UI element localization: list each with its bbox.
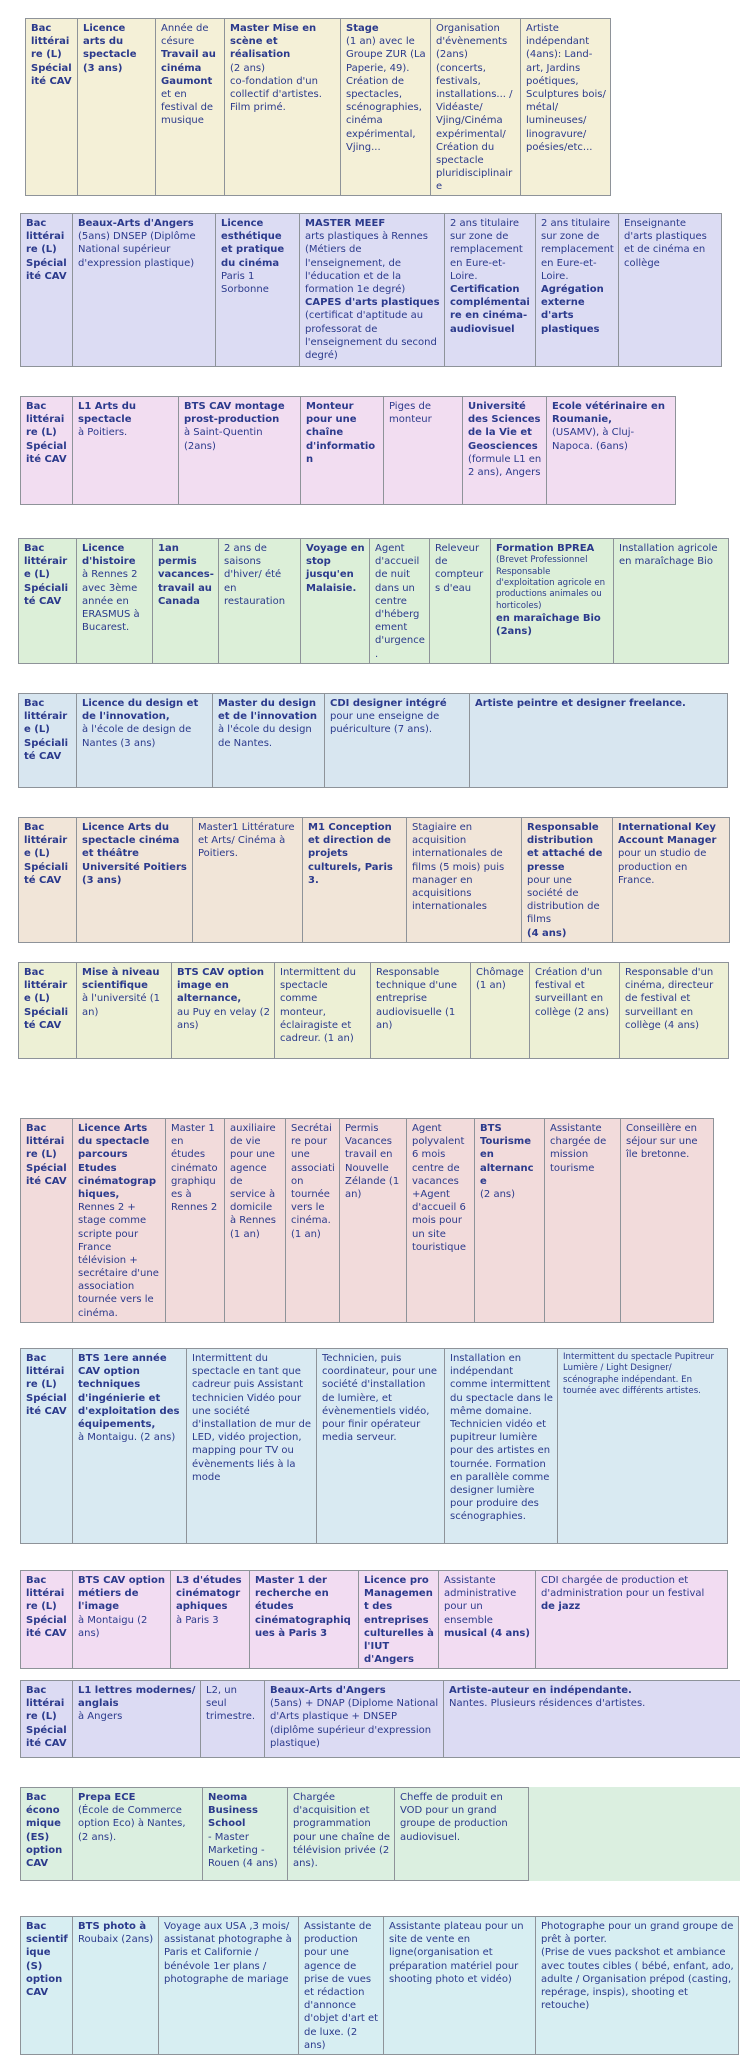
step-text: pour une enseigne de puériculture (7 ans). — [330, 710, 465, 736]
step-text: 2 ans de saisons d'hiver/ été en restauration — [224, 542, 296, 608]
step-cell-4 — [470, 694, 728, 788]
step-text: Chômage (1 an) — [476, 966, 525, 992]
step-cell-7 — [620, 963, 729, 1059]
step-text: Voyage aux USA ,3 mois/ assistanat photographe à Paris et Californie / bénévole 1er plans / photographe de mariage — [164, 1920, 294, 1986]
step-text: CDI chargée de production et d'administration pour un festival — [541, 1574, 723, 1600]
step-text: Paris 1 Sorbonne — [221, 270, 295, 296]
step-highlight: Licence Arts du spectacle parcours Etudes cinématographiques, — [78, 1122, 161, 1201]
step-cell-3 — [299, 1917, 384, 2055]
step-cell-4 — [359, 1571, 439, 1669]
step-text: à Rennes 2 avec 3ème année en ERASMUS à Bucarest. — [82, 568, 148, 634]
step-highlight: Licence d'histoire — [82, 542, 148, 568]
step-cell-4 — [445, 214, 536, 367]
step-text: au Puy en velay (2 ans) — [177, 1006, 270, 1032]
step-highlight: (4 ans) — [527, 927, 608, 940]
step-cell-4 — [444, 1681, 740, 1758]
step-cell-3 — [250, 1571, 359, 1669]
step-cell-3 — [225, 19, 341, 196]
step-cell-3 — [300, 214, 445, 367]
step-text: (1 an) avec le Groupe ZUR (La Paperie, 49). Création de spectacles, scénographies, cinéma expérimental, Vjing... — [346, 35, 426, 154]
bac-cell — [19, 694, 77, 788]
step-cell-3 — [325, 694, 470, 788]
step-cell-3 — [288, 1788, 395, 1881]
step-cell-2 — [187, 1349, 317, 1544]
step-text: Assistante administrative pour un ensemble — [444, 1574, 531, 1627]
step-cell-1 — [78, 19, 156, 196]
step-text: et en festival de musique — [161, 88, 220, 128]
step-text: (École de Commerce option Eco) à Nantes, (2 ans). — [78, 1804, 198, 1844]
step-highlight: L3 d'études cinématographiques — [176, 1574, 245, 1614]
step-highlight: Bac littéraire (L) Spécialité CAV — [26, 400, 68, 466]
step-cell-1 — [77, 539, 153, 664]
step-text: Responsable technique d'une entreprise audiovisuelle (1 an) — [376, 966, 466, 1032]
step-cell-2 — [193, 818, 303, 943]
step-cell-4 — [371, 963, 471, 1059]
step-cell-7 — [491, 539, 614, 664]
step-cell-4 — [286, 1119, 340, 1323]
step-text: Permis Vacances travail en Nouvelle Zélande (1 an) — [345, 1122, 402, 1201]
step-text: pour un studio de production en France. — [618, 847, 725, 887]
step-highlight: M1 Conception et direction de projets culturels, Paris 3. — [308, 821, 402, 887]
step-cell-6 — [521, 19, 611, 196]
step-cell-2 — [171, 1571, 250, 1669]
step-cell-2 — [213, 694, 325, 788]
career-path-row-9 — [20, 1348, 728, 1544]
step-highlight: Beaux-Arts d'Angers — [270, 1684, 439, 1697]
step-highlight: Beaux-Arts d'Angers — [78, 217, 211, 230]
step-highlight: Travail au cinéma Gaumont — [161, 48, 220, 88]
step-highlight: musical (4 ans) — [444, 1627, 531, 1640]
bac-cell — [21, 1119, 73, 1323]
step-highlight: Master Mise en scène et réalisation — [230, 22, 336, 62]
step-text: Enseignante d'arts plastiques et de cinéma en collège — [624, 217, 717, 270]
step-highlight: Ecole vétérinaire en Roumanie, — [552, 400, 671, 426]
step-cell-3 — [317, 1349, 445, 1544]
step-cell-6 — [407, 1119, 475, 1323]
step-text: (certificat d'aptitude au professorat de l'enseignement du second degré) — [305, 309, 440, 362]
step-cell-6 — [536, 1571, 728, 1669]
step-highlight: Certification complémentaire en cinéma-audiovisuel — [450, 283, 531, 336]
step-highlight: Artiste-auteur en indépendante. — [449, 1684, 739, 1697]
step-cell-4 — [341, 19, 431, 196]
step-cell-5 — [558, 1349, 728, 1544]
career-path-row-4 — [18, 538, 729, 664]
step-cell-4 — [395, 1788, 529, 1881]
bac-cell — [21, 397, 73, 505]
step-text: co-fondation d'un collectif d'artistes. Film primé. — [230, 75, 336, 115]
step-text: Assistante chargée de mission tourisme — [550, 1122, 616, 1175]
step-highlight: CAPES d'arts plastiques — [305, 296, 440, 309]
step-text: Agent polyvalent 6 mois centre de vacances +Agent d'accueil 6 mois pour un site touristique — [412, 1122, 470, 1254]
step-text: à Montaigu. (2 ans) — [78, 1431, 182, 1444]
bac-cell — [21, 1571, 73, 1669]
step-highlight: Bac littéraire (L) Spécialité CAV — [24, 542, 72, 608]
step-highlight: Prepa ECE — [78, 1791, 198, 1804]
step-highlight: en maraîchage Bio (2ans) — [496, 612, 609, 638]
step-highlight: L1 lettres modernes/ anglais — [78, 1684, 196, 1710]
career-path-row-10 — [20, 1570, 728, 1669]
step-text: 2 ans titulaire sur zone de remplacement en Eure-et-Loire. — [450, 217, 531, 283]
step-highlight: BTS CAV option métiers de l'image — [78, 1574, 166, 1614]
step-cell-2 — [203, 1788, 288, 1881]
step-cell-2 — [172, 963, 275, 1059]
step-highlight: Formation BPREA — [496, 542, 609, 555]
step-cell-8 — [614, 539, 729, 664]
step-text: Cheffe de produit en VOD pour un grand groupe de production audiovisuel. — [400, 1791, 524, 1844]
step-highlight: Neoma Business School — [208, 1791, 283, 1831]
step-cell-7 — [475, 1119, 545, 1323]
step-cell-1 — [73, 214, 216, 367]
career-path-row-11 — [20, 1680, 740, 1758]
step-text: à Paris 3 — [176, 1614, 245, 1627]
step-cell-5 — [463, 397, 547, 505]
step-text: à Montaigu (2 ans) — [78, 1614, 166, 1640]
bac-cell — [21, 1349, 73, 1544]
step-highlight: Bac littéraire (L) Spécialité CAV — [26, 1122, 68, 1188]
step-text: Releveur de compteurs d'eau — [435, 542, 486, 595]
step-highlight: Voyage en stop jusqu'en Malaisie. — [306, 542, 365, 595]
step-text: (Prise de vues packshot et ambiance avec toutes cibles ( bébé, enfant, ado, adulte / Organisation prépod (casting, repérage, inspis), shooting et retouche) — [541, 1946, 734, 2012]
step-highlight: Bac littéraire (L) Spécialité CAV — [24, 821, 72, 887]
step-cell-4 — [384, 397, 463, 505]
step-cell-2 — [201, 1681, 265, 1758]
step-cell-4 — [445, 1349, 558, 1544]
step-text: Rennes 2 + stage comme scripte pour France télévision + secrétaire d'une association tournée vers le cinéma. — [78, 1201, 161, 1320]
step-text: Intermittent du spectacle Pupitreur Lumière / Light Designer/ scénographe indépendant. En tournée avec différents artistes. — [563, 1352, 723, 1397]
step-highlight: Bac littéraire (L) Spécialité CAV — [26, 1352, 68, 1418]
step-highlight: MASTER MEEF — [305, 217, 440, 230]
career-path-row-3 — [20, 396, 676, 505]
step-highlight: BTS 1ere année CAV option techniques d'ingénierie et d'exploitation des équipements, — [78, 1352, 182, 1431]
step-text: Agent d'accueil de nuit dans un centre d'hébergement d'urgence. — [375, 542, 425, 661]
step-text: (Brevet Professionnel Responsable d'exploitation agricole en productions animales ou horticoles) — [496, 555, 609, 612]
step-text: Installation en indépendant comme intermittent du spectacle dans le même domaine. Technicien vidéo et pupitreur lumière pour des artistes en tournée. Formation en parallèle comme designer lumière pour produire des scénographies. — [450, 1352, 553, 1523]
step-text: Création d'un festival et surveillant en collège (2 ans) — [535, 966, 615, 1019]
step-text: Master 1 en études cinématographiques à Rennes 2 — [171, 1122, 220, 1214]
step-highlight: BTS photo à — [78, 1920, 154, 1933]
step-cell-2 — [166, 1119, 225, 1323]
step-cell-4 — [301, 539, 370, 664]
step-text: arts plastiques à Rennes (Métiers de l'enseignement, de l'éducation et de la formation 1e degré) — [305, 230, 440, 296]
step-text: Année de césure — [161, 22, 220, 48]
step-text: Secrétaire pour une association tournée vers le cinéma. (1 an) — [291, 1122, 335, 1241]
step-cell-5 — [471, 963, 530, 1059]
step-cell-6 — [547, 397, 676, 505]
step-highlight: Université des Sciences de la Vie et Geosciences — [468, 400, 542, 453]
step-text: Conseillère en séjour sur une île bretonne. — [626, 1122, 709, 1162]
step-highlight: 1an permis vacances-travail au Canada — [158, 542, 214, 608]
bac-cell — [19, 539, 77, 664]
bac-cell — [26, 19, 78, 196]
step-cell-6 — [613, 818, 730, 943]
step-highlight: Master du design et de l'innovation — [218, 697, 320, 723]
step-highlight: Bac littéraire (L) Spécialité CAV — [26, 1574, 68, 1640]
step-highlight: Bac économique (ES) option CAV — [26, 1791, 68, 1870]
step-text: à Saint-Quentin (2ans) — [184, 426, 296, 452]
step-highlight: Stage — [346, 22, 426, 35]
step-cell-1 — [73, 1119, 166, 1323]
step-cell-3 — [225, 1119, 286, 1323]
step-text: (2 ans) — [230, 62, 336, 75]
step-highlight: Bac littéraire (L) Spécialité CAV — [31, 22, 73, 88]
step-highlight: Bac scientifique (S) option CAV — [26, 1920, 68, 1999]
bac-cell — [19, 818, 77, 943]
step-highlight: CDI designer intégré — [330, 697, 465, 710]
step-text: Roubaix (2ans) — [78, 1933, 154, 1946]
step-cell-5 — [439, 1571, 536, 1669]
step-cell-5 — [536, 214, 619, 367]
step-cell-1 — [73, 1788, 203, 1881]
step-cell-2 — [179, 397, 301, 505]
step-highlight: Licence pro Management des entreprises culturelles à l'IUT d'Angers — [364, 1574, 434, 1666]
step-text: L2, un seul trimestre. — [206, 1684, 260, 1724]
career-path-row-6 — [18, 817, 730, 943]
step-cell-6 — [619, 214, 722, 367]
step-cell-3 — [303, 818, 407, 943]
step-text: Photographe pour un grand groupe de prêt à porter. — [541, 1920, 734, 1946]
step-cell-6 — [430, 539, 491, 664]
step-text: 2 ans titulaire sur zone de remplacement en Eure-et-Loire. — [541, 217, 614, 283]
step-cell-1 — [73, 1917, 159, 2055]
step-text: pour une société de distribution de films — [527, 874, 608, 927]
step-highlight: Bac littéraire (L) Spécialité CAV — [24, 966, 72, 1032]
step-highlight: Bac littéraire (L) Spécialité CAV — [26, 217, 68, 283]
step-text: (USAMV), à Cluj-Napoca. (6ans) — [552, 426, 671, 452]
step-text: Nantes. Plusieurs résidences d'artistes. — [449, 1697, 739, 1710]
bac-cell — [21, 1788, 73, 1881]
step-text: (5ans) DNSEP (Diplôme National supérieur d'expression plastique) — [78, 230, 211, 270]
bac-cell — [21, 1917, 73, 2055]
step-cell-1 — [73, 397, 179, 505]
step-cell-3 — [219, 539, 301, 664]
step-text: (5ans) + DNAP (Diplome National d'Arts plastique + DNSEP (diplôme supérieur d'expression plastique) — [270, 1697, 439, 1750]
step-cell-3 — [265, 1681, 444, 1758]
step-highlight: Licence Arts du spectacle cinéma et théâtre Université Poitiers (3 ans) — [82, 821, 188, 887]
bac-cell — [21, 1681, 73, 1758]
step-cell-1 — [77, 963, 172, 1059]
step-text: Responsable d'un cinéma, directeur de festival et surveillant en collège (4 ans) — [625, 966, 724, 1032]
step-cell-5 — [522, 818, 613, 943]
step-text: à Angers — [78, 1710, 196, 1723]
step-cell-1 — [77, 818, 193, 943]
step-highlight: Monteur pour une chaîne d'information — [306, 400, 379, 466]
career-path-row-8 — [20, 1118, 714, 1323]
career-path-row-13 — [20, 1916, 739, 2055]
step-cell-2 — [216, 214, 300, 367]
step-text: Intermittent du spectacle en tant que cadreur puis Assistant technicien Vidéo pour une société d'installation de mur de LED, vidéo projection, mapping pour TV ou évènements liés à la mode — [192, 1352, 312, 1484]
step-highlight: Master 1 der recherche en études cinématographiques à Paris 3 — [255, 1574, 354, 1640]
step-cell-1 — [77, 694, 213, 788]
step-highlight: de jazz — [541, 1600, 723, 1613]
step-text: à l'école de design de Nantes (3 ans) — [82, 723, 208, 749]
step-highlight: Licence du design et de l'innovation, — [82, 697, 208, 723]
step-cell-8 — [545, 1119, 621, 1323]
career-path-row-1 — [25, 18, 611, 196]
step-text: Artiste indépendant (4ans): Land-art, Jardins poétiques, Sculptures bois/ métal/ lumineuses/ linogravure/ poésies/etc... — [526, 22, 606, 154]
step-cell-5 — [431, 19, 521, 196]
step-text: Piges de monteur — [389, 400, 458, 426]
step-highlight: BTS Tourisme en alternance — [480, 1122, 540, 1188]
step-text: - Master Marketing - Rouen (4 ans) — [208, 1831, 283, 1871]
step-text: à l'université (1 an) — [82, 992, 167, 1018]
career-path-row-5 — [18, 693, 728, 788]
step-text: à l'école du design de Nantes. — [218, 723, 320, 749]
step-highlight: BTS CAV option image en alternance, — [177, 966, 270, 1006]
step-highlight: International Key Account Manager — [618, 821, 725, 847]
bac-cell — [19, 963, 77, 1059]
step-cell-1 — [73, 1349, 187, 1544]
step-cell-3 — [275, 963, 371, 1059]
step-text: Technicien, puis coordinateur, pour une société d'installation de lumière, et évènementiels vidéo, pour finir opérateur media serveur. — [322, 1352, 440, 1444]
step-cell-5 — [340, 1119, 407, 1323]
step-cell-4 — [407, 818, 522, 943]
career-path-row-12 — [20, 1787, 740, 1881]
step-highlight: BTS CAV montage prost-production — [184, 400, 296, 426]
step-text: (formule L1 en 2 ans), Angers — [468, 453, 542, 479]
step-highlight: Responsable distribution et attaché de presse — [527, 821, 608, 874]
step-text: auxiliaire de vie pour une agence de service à domicile à Rennes (1 an) — [230, 1122, 281, 1241]
bac-cell — [21, 214, 73, 367]
step-cell-5 — [536, 1917, 739, 2055]
step-text: Chargée d'acquisition et programmation pour une chaîne de télévision privée (2 ans). — [293, 1791, 390, 1870]
step-cell-2 — [153, 539, 219, 664]
step-text: Assistante de production pour une agence de prise de vues et rédaction d'annonce d'objet d'art et de luxe. (2 ans) — [304, 1920, 379, 2052]
step-highlight: Agrégation externe d'arts plastiques — [541, 283, 614, 336]
career-path-row-7 — [18, 962, 729, 1059]
step-cell-2 — [156, 19, 225, 196]
step-highlight: Artiste peintre et designer freelance. — [475, 697, 723, 710]
step-cell-4 — [384, 1917, 536, 2055]
step-cell-1 — [73, 1571, 171, 1669]
career-path-row-2 — [20, 213, 722, 367]
step-highlight: Licence arts du spectacle (3 ans) — [83, 22, 151, 75]
step-cell-6 — [530, 963, 620, 1059]
step-text: Stagiaire en acquisition internationales de films (5 mois) puis manager en acquisitions internationales — [412, 821, 517, 913]
step-cell-2 — [159, 1917, 299, 2055]
step-text: Organisation d'évènements (2ans) (concerts, festivals, installations... / Vidéaste/ Vjing/Cinéma expérimental/ Création du spectacle pluridisciplinaire — [436, 22, 516, 193]
step-cell-9 — [621, 1119, 714, 1323]
step-highlight: Bac littéraire (L) Spécialité CAV — [26, 1684, 68, 1750]
step-text: Assistante plateau pour un site de vente en ligne(organisation et préparation matériel pour shooting photo et vidéo) — [389, 1920, 531, 1986]
step-text: Intermittent du spectacle comme monteur, éclairagiste et cadreur. (1 an) — [280, 966, 366, 1045]
step-cell-3 — [301, 397, 384, 505]
step-text: Master1 Littérature et Arts/ Cinéma à Poitiers. — [198, 821, 298, 861]
step-text: Installation agricole en maraîchage Bio — [619, 542, 724, 568]
step-highlight: Mise à niveau scientifique — [82, 966, 167, 992]
step-text: à Poitiers. — [78, 426, 174, 439]
step-text: (2 ans) — [480, 1188, 540, 1201]
step-cell-5 — [370, 539, 430, 664]
step-highlight: L1 Arts du spectacle — [78, 400, 174, 426]
step-highlight: Bac littéraire (L) Spécialité CAV — [24, 697, 72, 763]
step-highlight: Licence esthétique et pratique du cinéma — [221, 217, 295, 270]
step-cell-1 — [73, 1681, 201, 1758]
